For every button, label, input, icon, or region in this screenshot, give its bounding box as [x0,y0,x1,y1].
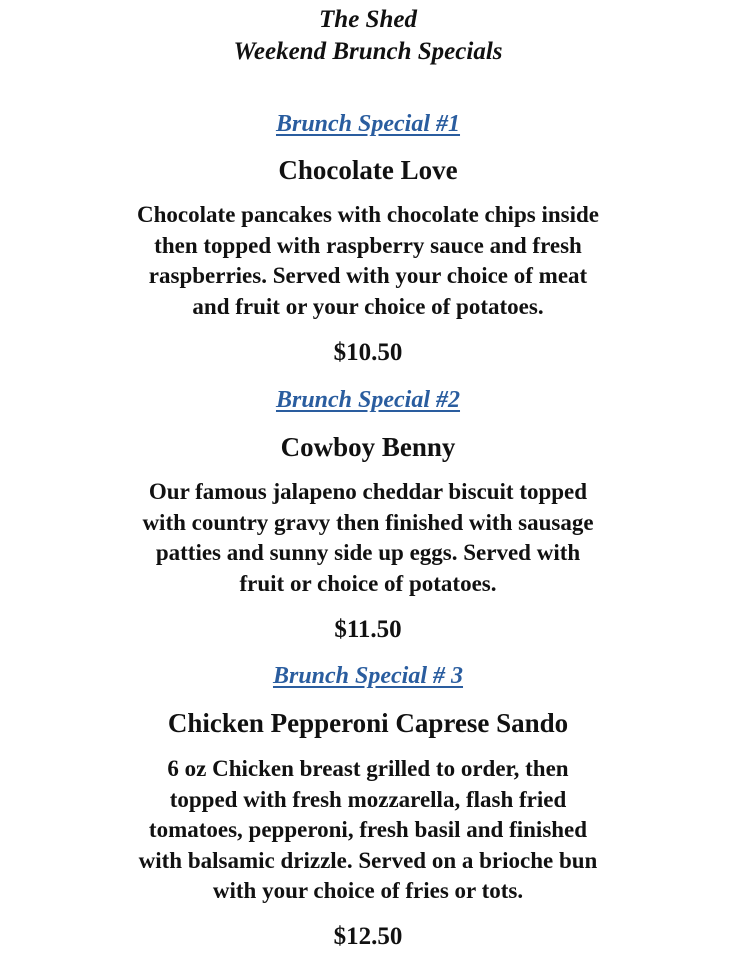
special-2-name: Cowboy Benny [280,432,456,462]
description-line: and fruit or your choice of potatoes. [192,293,544,319]
special-3-description [60,754,676,907]
special-1-name: Chocolate Love [278,155,458,185]
special-2-price: $11.50 [334,616,402,643]
special-2-link[interactable]: Brunch Special #2 [275,387,461,413]
description-line: with your choice of fries or tots. [212,878,524,903]
description-line: tomatoes, pepperoni, fresh basil and finished [148,817,588,842]
description-line: then topped with raspberry sauce and fresh [154,232,582,258]
special-1-link[interactable]: Brunch Special #1 [275,111,461,137]
restaurant-name: The Shed [319,6,417,33]
special-1-description [60,200,676,322]
special-2-description [60,477,676,599]
description-line: with balsamic drizzle. Served on a brioche bun [138,847,598,873]
special-1-price: $10.50 [333,339,403,366]
description-line: Our famous jalapeno cheddar biscuit topped [148,479,588,504]
special-3-link[interactable]: Brunch Special # 3 [272,663,464,689]
description-line: raspberries. Served with your choice of meat [148,263,588,288]
description-line: with country gravy then finished with sausage [142,509,594,535]
description-line: 6 oz Chicken breast grilled to order, then [167,756,569,781]
description-line: patties and sunny side up eggs. Served with [155,540,581,565]
description-line: Chocolate pancakes with chocolate chips inside [137,202,599,227]
special-3-price: $12.50 [333,923,403,950]
description-line: topped with fresh mozzarella, flash fried [169,786,567,812]
menu-subtitle: Weekend Brunch Specials [233,38,503,65]
special-3-name: Chicken Pepperoni Caprese Sando [167,708,569,738]
description-line: fruit or choice of potatoes. [239,570,497,596]
